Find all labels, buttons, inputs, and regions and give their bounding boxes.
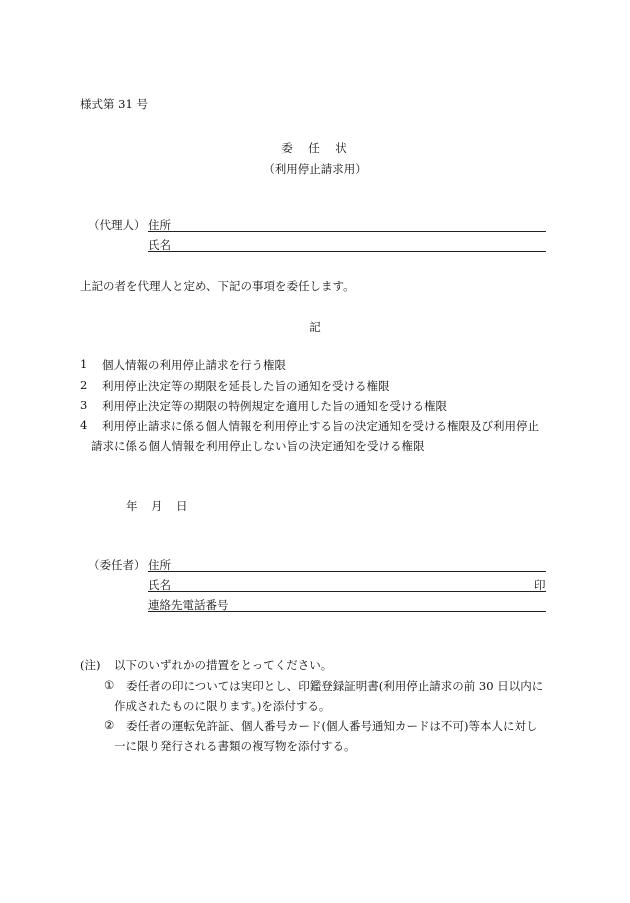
principal-name-field[interactable] — [148, 591, 546, 592]
note-text-continuation: 一に限り発行される書類の複写物を添付する。 — [114, 739, 356, 753]
note-text: 委任者の印については実印とし、印鑑登録証明書(利用停止請求の前 30 日以内に — [126, 679, 544, 693]
principal-phone-label: 連絡先電話番号 — [148, 598, 229, 612]
agent-name-label: 氏名 — [148, 238, 171, 252]
agent-address-field[interactable] — [148, 231, 546, 232]
date-line: 年 月 日 — [126, 499, 189, 513]
ki-heading: 記 — [309, 320, 321, 334]
agent-address-label: 住所 — [148, 218, 171, 232]
item-text-continuation: 請求に係る個人情報を利用停止しない旨の決定通知を受ける権限 — [91, 439, 425, 453]
agent-name-field[interactable] — [148, 251, 546, 252]
principal-name-label: 氏名 — [148, 578, 171, 592]
item-text: 利用停止決定等の期限を延長した旨の通知を受ける権限 — [102, 379, 390, 393]
notes-intro: 以下のいずれかの措置をとってください。 — [114, 658, 333, 672]
item-text: 利用停止請求に係る個人情報を利用停止する旨の決定通知を受ける権限及び利用停止 — [102, 419, 539, 433]
item-text: 個人情報の利用停止請求を行う権限 — [102, 358, 286, 372]
principal-address-field[interactable] — [148, 571, 546, 572]
note-mark: ② — [104, 718, 115, 732]
seal-mark: 印 — [534, 578, 546, 592]
item-number: 1 — [80, 357, 88, 371]
item-number: 4 — [80, 418, 88, 432]
delegation-statement: 上記の者を代理人と定め、下記の事項を委任します。 — [80, 279, 355, 293]
item-number: 2 — [80, 378, 88, 392]
agent-role-label: （代理人） — [88, 218, 146, 232]
note-text: 委任者の運転免許証、個人番号カード(個人番号通知カードは不可)等本人に対し — [126, 719, 538, 733]
form-number: 様式第 31 号 — [80, 97, 148, 111]
item-number: 3 — [80, 398, 88, 412]
notes-label: (注) — [80, 658, 101, 672]
document-title: 委 任 状 — [281, 141, 349, 155]
principal-role-label: （委任者） — [88, 558, 146, 572]
principal-phone-field[interactable] — [148, 611, 546, 612]
document-subtitle: （利用停止請求用） — [263, 162, 367, 176]
note-text-continuation: 作成されたものに限ります。)を添付する。 — [114, 699, 331, 713]
principal-address-label: 住所 — [148, 558, 171, 572]
item-text: 利用停止決定等の期限の特例規定を適用した旨の通知を受ける権限 — [102, 399, 447, 413]
note-mark: ① — [104, 678, 115, 692]
